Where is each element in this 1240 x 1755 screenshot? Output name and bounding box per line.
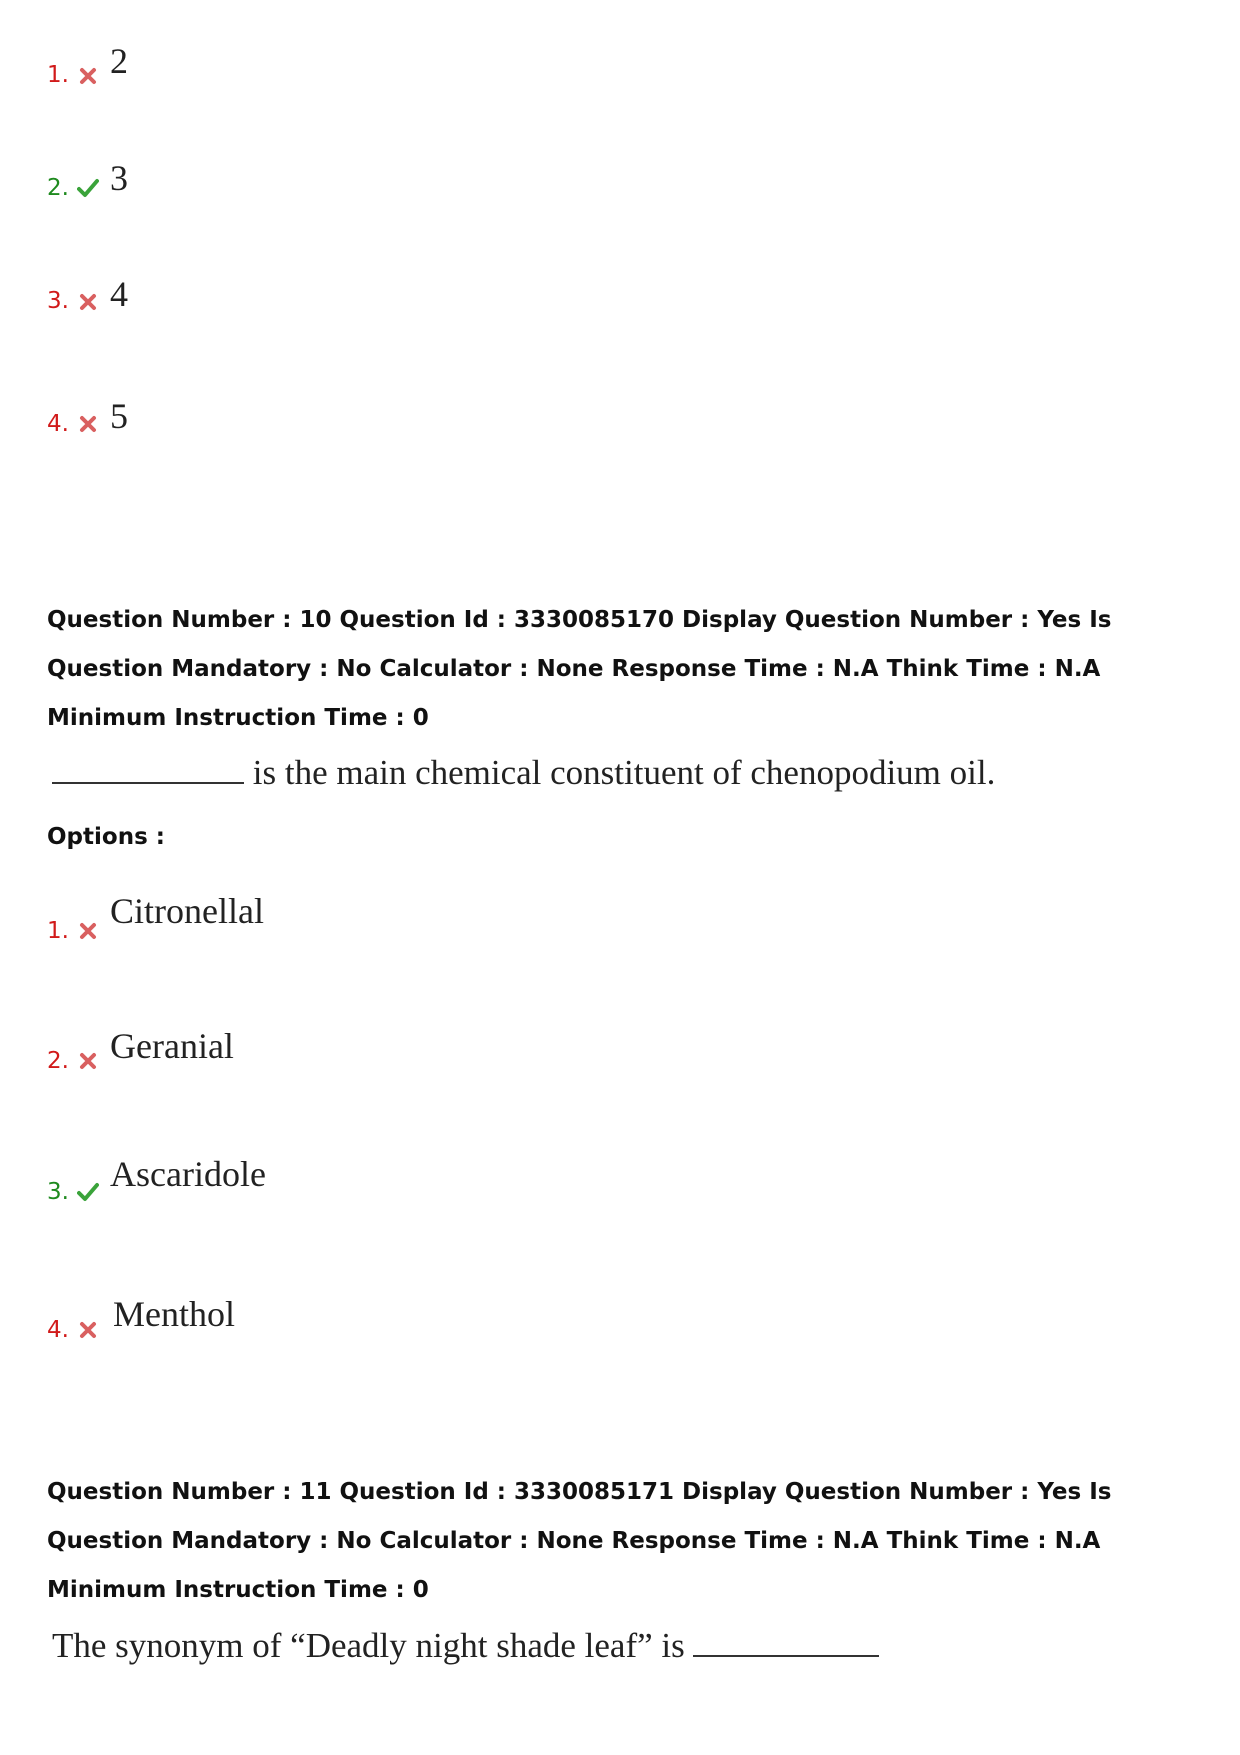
checkmark-icon [77,177,99,199]
option-number: 3. [47,1179,69,1205]
option-item [47,1293,647,1353]
option-text: Menthol [113,1294,235,1334]
cross-icon [77,413,99,435]
question-text-content: is the main chemical constituent of chenopodium oil. [252,753,996,792]
cross-icon [77,920,99,942]
option-item [47,1025,647,1085]
option-number: 2. [47,1048,69,1074]
option-text: Geranial [110,1026,234,1066]
option-number: 1. [47,62,69,88]
answer-blank [693,1625,879,1657]
options-label: Options : [47,824,165,850]
checkmark-icon [77,1181,99,1203]
option-text: 4 [110,274,128,314]
question-text [52,752,995,793]
option-text: 3 [110,158,128,198]
option-item [47,274,647,345]
option-text: Citronellal [110,891,264,931]
cross-icon [77,1050,99,1072]
cross-icon [77,65,99,87]
option-number: 2. [47,175,69,201]
option-text: 2 [110,41,128,81]
option-number: 3. [47,288,69,314]
option-number: 4. [47,411,69,437]
cross-icon [77,291,99,313]
question-meta: Question Number : 10 Question Id : 3330085170 Display Question Number : Yes Is Question Mandatory : No Calculator : None Response Time : N.A Think Time : N.A Minimum Instruction Time : 0 [47,607,1112,731]
option-number: 4. [47,1317,69,1343]
option-text: 5 [110,396,128,436]
answer-blank [52,752,244,784]
option-item [47,396,647,465]
option-item [47,40,647,100]
option-item [47,1153,647,1213]
question-text [52,1625,879,1666]
question-text-content: The synonym of “Deadly night shade leaf” is [52,1626,685,1665]
option-item [47,158,647,225]
option-item [47,890,647,950]
cross-icon [77,1319,99,1341]
option-text: Ascaridole [110,1154,266,1194]
question-meta: Question Number : 11 Question Id : 3330085171 Display Question Number : Yes Is Question Mandatory : No Calculator : None Response Time : N.A Think Time : N.A Minimum Instruction Time : 0 [47,1479,1112,1603]
option-number: 1. [47,918,69,944]
